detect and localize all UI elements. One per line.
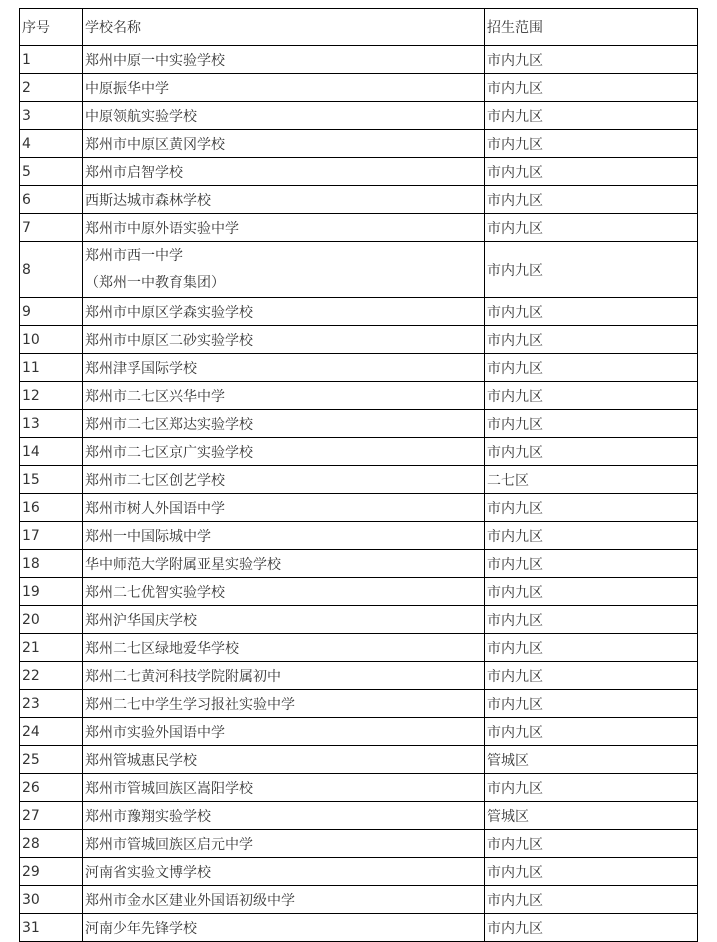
- enrollment-scope: [485, 914, 698, 942]
- school-name-text: 郑州市二七区创艺学校: [85, 472, 225, 489]
- row-number-text: 10: [22, 331, 40, 348]
- school-name: [83, 774, 485, 802]
- table-row: [20, 494, 698, 522]
- enrollment-scope: [485, 522, 698, 550]
- row-number: [20, 494, 83, 522]
- table-row: [20, 214, 698, 242]
- row-number: [20, 326, 83, 354]
- enrollment-scope: [485, 886, 698, 914]
- row-number: [20, 718, 83, 746]
- school-name: [83, 858, 485, 886]
- school-name-text: 郑州市二七区京广实验学校: [85, 444, 253, 461]
- school-name: [83, 578, 485, 606]
- enrollment-scope-text: 市内九区: [487, 528, 543, 545]
- school-name-text: 郑州二七黄河科技学院附属初中: [85, 668, 281, 685]
- school-name: [83, 326, 485, 354]
- enrollment-scope-text: 市内九区: [487, 724, 543, 741]
- enrollment-scope: [485, 774, 698, 802]
- school-name-text: 华中师范大学附属亚星实验学校: [85, 556, 281, 573]
- enrollment-scope-text: 市内九区: [487, 52, 543, 69]
- row-number: [20, 690, 83, 718]
- row-number-text: 3: [22, 107, 31, 124]
- school-name-text: 郑州津孚国际学校: [85, 360, 197, 377]
- school-name: [83, 662, 485, 690]
- row-number: [20, 130, 83, 158]
- row-number: [20, 662, 83, 690]
- school-name-text: 郑州市管城回族区启元中学: [85, 836, 253, 853]
- row-number: [20, 46, 83, 74]
- school-name: [83, 438, 485, 466]
- school-name: [83, 494, 485, 522]
- enrollment-scope-text: 市内九区: [487, 192, 543, 209]
- row-number: [20, 522, 83, 550]
- table-row: [20, 578, 698, 606]
- enrollment-scope-text: 市内九区: [487, 864, 543, 881]
- enrollment-scope: [485, 494, 698, 522]
- table-row: [20, 326, 698, 354]
- row-number: [20, 634, 83, 662]
- school-name-text: 郑州市金水区建业外国语初级中学: [85, 892, 295, 909]
- enrollment-scope: [485, 46, 698, 74]
- row-number-text: 29: [22, 863, 40, 880]
- school-name-text: 西斯达城市森林学校: [85, 192, 211, 209]
- row-number: [20, 74, 83, 102]
- enrollment-scope-text: 市内九区: [487, 920, 543, 937]
- row-number: [20, 914, 83, 942]
- table-row: [20, 802, 698, 830]
- table-row: [20, 830, 698, 858]
- enrollment-scope-text: 市内九区: [487, 640, 543, 657]
- school-name-text: 郑州市二七区兴华中学: [85, 388, 225, 405]
- header-school-name: 学校名称: [83, 9, 485, 46]
- enrollment-scope-text: 市内九区: [487, 360, 543, 377]
- row-number: [20, 802, 83, 830]
- row-number: [20, 830, 83, 858]
- school-name: [83, 802, 485, 830]
- table-row: [20, 858, 698, 886]
- enrollment-scope-text: 市内九区: [487, 304, 543, 321]
- row-number-text: 6: [22, 191, 31, 208]
- school-name-text: 河南省实验文博学校: [85, 864, 211, 881]
- table-row: [20, 158, 698, 186]
- row-number: [20, 410, 83, 438]
- enrollment-scope-text: 市内九区: [487, 80, 543, 97]
- row-number-text: 15: [22, 471, 40, 488]
- enrollment-scope: [485, 214, 698, 242]
- school-name: [83, 550, 485, 578]
- table-row: [20, 886, 698, 914]
- enrollment-scope-text: 二七区: [487, 472, 529, 489]
- enrollment-scope-text: 市内九区: [487, 556, 543, 573]
- enrollment-scope-text: 市内九区: [487, 262, 543, 279]
- school-name: [83, 130, 485, 158]
- school-name: [83, 886, 485, 914]
- enrollment-scope: [485, 578, 698, 606]
- row-number: [20, 606, 83, 634]
- row-number-text: 8: [22, 261, 31, 278]
- enrollment-scope-text: 市内九区: [487, 836, 543, 853]
- enrollment-scope: [485, 606, 698, 634]
- table-row: [20, 522, 698, 550]
- row-number-text: 14: [22, 443, 40, 460]
- table-row: [20, 466, 698, 494]
- enrollment-scope-text: 管城区: [487, 808, 529, 825]
- school-name-text: 郑州二七区绿地爱华学校: [85, 640, 239, 657]
- school-name: [83, 214, 485, 242]
- row-number: [20, 298, 83, 326]
- enrollment-scope: [485, 662, 698, 690]
- enrollment-scope-text: 市内九区: [487, 612, 543, 629]
- school-name-text: 河南少年先锋学校: [85, 920, 197, 937]
- table-row: [20, 130, 698, 158]
- row-number-text: 11: [22, 359, 40, 376]
- enrollment-scope: [485, 550, 698, 578]
- school-name-text: 郑州市管城回族区嵩阳学校: [85, 780, 253, 797]
- enrollment-scope: [485, 354, 698, 382]
- table-row: [20, 550, 698, 578]
- enrollment-scope: [485, 634, 698, 662]
- table-row: [20, 690, 698, 718]
- enrollment-scope-text: 市内九区: [487, 668, 543, 685]
- enrollment-scope-text: 市内九区: [487, 584, 543, 601]
- row-number-text: 23: [22, 695, 40, 712]
- row-number-text: 20: [22, 611, 40, 628]
- school-name-text: 郑州二七优智实验学校: [85, 584, 225, 601]
- school-name: [83, 690, 485, 718]
- table-row: [20, 634, 698, 662]
- enrollment-scope: [485, 746, 698, 774]
- enrollment-scope: [485, 690, 698, 718]
- school-name: [83, 410, 485, 438]
- table-row: [20, 46, 698, 74]
- table-row: [20, 298, 698, 326]
- enrollment-scope-text: 市内九区: [487, 444, 543, 461]
- school-name-text: 郑州沪华国庆学校: [85, 612, 197, 629]
- enrollment-scope-text: 市内九区: [487, 892, 543, 909]
- school-name-text: 郑州市树人外国语中学: [85, 500, 225, 517]
- row-number: [20, 102, 83, 130]
- table-row: [20, 74, 698, 102]
- enrollment-scope: [485, 186, 698, 214]
- school-name-text: 郑州中原一中实验学校: [85, 52, 225, 69]
- school-name: [83, 298, 485, 326]
- row-number-text: 4: [22, 135, 31, 152]
- row-number: [20, 354, 83, 382]
- school-table: [19, 8, 698, 942]
- school-name-text: 郑州市中原区二砂实验学校: [85, 332, 253, 349]
- table-row: [20, 606, 698, 634]
- school-name-text: 郑州二七中学生学习报社实验中学: [85, 696, 295, 713]
- row-number-text: 5: [22, 163, 31, 180]
- enrollment-scope: [485, 802, 698, 830]
- enrollment-scope-text: 市内九区: [487, 500, 543, 517]
- row-number-text: 19: [22, 583, 40, 600]
- row-number-text: 7: [22, 219, 31, 236]
- row-number-text: 30: [22, 891, 40, 908]
- enrollment-scope: [485, 326, 698, 354]
- enrollment-scope-text: 市内九区: [487, 416, 543, 433]
- enrollment-scope-text: 市内九区: [487, 108, 543, 125]
- enrollment-scope: [485, 858, 698, 886]
- school-name: [83, 242, 485, 298]
- table-row: [20, 242, 698, 298]
- row-number-text: 24: [22, 723, 40, 740]
- row-number-text: 2: [22, 79, 31, 96]
- school-name-text: 郑州市西一中学: [85, 247, 183, 264]
- school-name: [83, 606, 485, 634]
- table-row: [20, 410, 698, 438]
- row-number: [20, 746, 83, 774]
- table-row: [20, 662, 698, 690]
- row-number: [20, 438, 83, 466]
- table-row: [20, 102, 698, 130]
- school-name: [83, 46, 485, 74]
- table-row: [20, 774, 698, 802]
- row-number: [20, 382, 83, 410]
- row-number-text: 22: [22, 667, 40, 684]
- row-number: [20, 858, 83, 886]
- row-number-text: 18: [22, 555, 40, 572]
- enrollment-scope: [485, 830, 698, 858]
- row-number-text: 13: [22, 415, 40, 432]
- table-row: [20, 718, 698, 746]
- row-number: [20, 578, 83, 606]
- school-name: [83, 634, 485, 662]
- row-number-text: 16: [22, 499, 40, 516]
- school-name: [83, 914, 485, 942]
- row-number-text: 27: [22, 807, 40, 824]
- school-name: [83, 186, 485, 214]
- enrollment-scope-text: 市内九区: [487, 780, 543, 797]
- school-name: [83, 102, 485, 130]
- school-name-subtitle: （郑州一中教育集团）: [85, 274, 225, 291]
- school-name: [83, 74, 485, 102]
- row-number: [20, 242, 83, 298]
- row-number: [20, 774, 83, 802]
- row-number-text: 17: [22, 527, 40, 544]
- school-name: [83, 718, 485, 746]
- school-name-text: 中原领航实验学校: [85, 108, 197, 125]
- row-number-text: 26: [22, 779, 40, 796]
- header-number: 序号: [20, 9, 83, 46]
- enrollment-scope-text: 市内九区: [487, 388, 543, 405]
- enrollment-scope-text: 市内九区: [487, 220, 543, 237]
- school-name-text: 郑州管城惠民学校: [85, 752, 197, 769]
- row-number-text: 21: [22, 639, 40, 656]
- enrollment-scope-text: 市内九区: [487, 696, 543, 713]
- row-number: [20, 158, 83, 186]
- table-row: [20, 746, 698, 774]
- enrollment-scope-text: 市内九区: [487, 332, 543, 349]
- row-number-text: 12: [22, 387, 40, 404]
- school-name-text: 郑州市豫翔实验学校: [85, 808, 211, 825]
- row-number: [20, 186, 83, 214]
- enrollment-scope: [485, 158, 698, 186]
- header-enrollment-scope: 招生范围: [485, 9, 698, 46]
- school-name-text: 郑州市启智学校: [85, 164, 183, 181]
- enrollment-scope: [485, 242, 698, 298]
- table-row: [20, 438, 698, 466]
- enrollment-scope: [485, 410, 698, 438]
- row-number: [20, 214, 83, 242]
- enrollment-scope-text: 管城区: [487, 752, 529, 769]
- school-name: [83, 466, 485, 494]
- school-name-text: 郑州一中国际城中学: [85, 528, 211, 545]
- table-header-row: [20, 9, 698, 46]
- row-number-text: 25: [22, 751, 40, 768]
- enrollment-scope: [485, 466, 698, 494]
- school-name: [83, 382, 485, 410]
- row-number: [20, 466, 83, 494]
- enrollment-scope: [485, 130, 698, 158]
- school-name: [83, 830, 485, 858]
- table-row: [20, 186, 698, 214]
- school-name-text: 郑州市二七区郑达实验学校: [85, 416, 253, 433]
- school-name: [83, 354, 485, 382]
- school-name: [83, 746, 485, 774]
- school-name: [83, 522, 485, 550]
- table-row: [20, 354, 698, 382]
- table-row: [20, 914, 698, 942]
- enrollment-scope: [485, 382, 698, 410]
- school-name-text: 郑州市中原区黄冈学校: [85, 136, 225, 153]
- enrollment-scope: [485, 438, 698, 466]
- table-row: [20, 382, 698, 410]
- row-number: [20, 886, 83, 914]
- enrollment-scope: [485, 74, 698, 102]
- school-name-text: 郑州市中原外语实验中学: [85, 220, 239, 237]
- enrollment-scope: [485, 718, 698, 746]
- row-number-text: 1: [22, 51, 31, 68]
- row-number-text: 9: [22, 303, 31, 320]
- enrollment-scope: [485, 298, 698, 326]
- row-number-text: 28: [22, 835, 40, 852]
- row-number: [20, 550, 83, 578]
- school-name: [83, 158, 485, 186]
- school-name-text: 郑州市中原区学森实验学校: [85, 304, 253, 321]
- school-name-text: 中原振华中学: [85, 80, 169, 97]
- enrollment-scope: [485, 102, 698, 130]
- school-name-text: 郑州市实验外国语中学: [85, 724, 225, 741]
- enrollment-scope-text: 市内九区: [487, 136, 543, 153]
- enrollment-scope-text: 市内九区: [487, 164, 543, 181]
- row-number-text: 31: [22, 919, 40, 936]
